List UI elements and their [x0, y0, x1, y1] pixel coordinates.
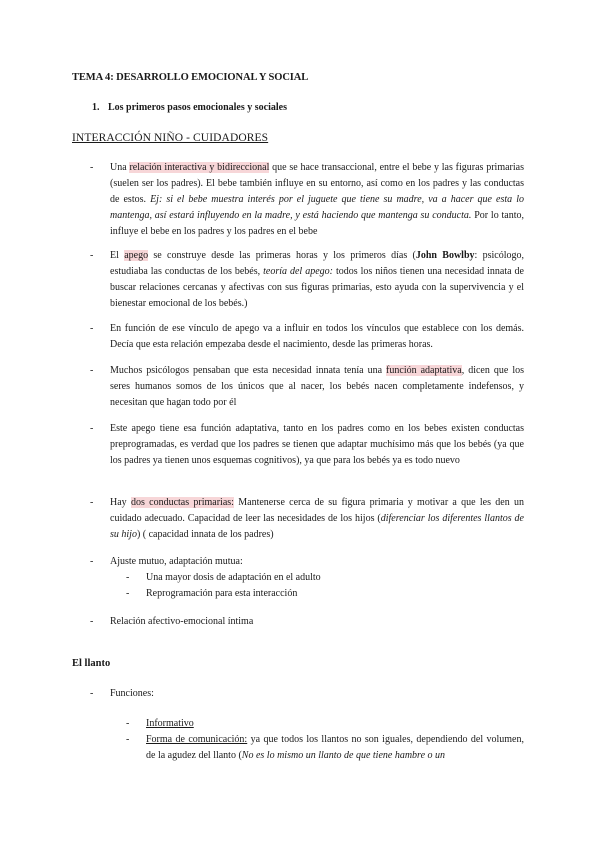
section-label: Los primeros pasos emocionales y sociales	[108, 102, 287, 113]
bullet-relacion-afectiva	[90, 614, 524, 630]
bullet-dash: -	[90, 323, 94, 334]
sub-item	[126, 570, 524, 586]
text: Por lo tanto, influye el bebe en los padres y los padres en el bebe	[110, 210, 525, 237]
sub-dash: -	[126, 734, 130, 745]
bullet-dash: -	[90, 616, 94, 627]
text: Este apego tiene esa función adaptativa, tanto en los padres como en los bebes existen conductas preprogramadas, es verdad que los padres se tienen que adaptar muchísimo más que los bebés (ya que los padres ya tienen unos esquemas cognitivos), ya que para los bebés ya es todo nuevo	[110, 423, 524, 466]
text: todos los niños tienen una necesidad innata de buscar relaciones cercanas y afectivas con sus figuras primarias, esto ayuda con la supervivencia y el bienestar emocional de los bebés.)	[110, 266, 524, 309]
text: Una	[110, 162, 130, 173]
text: que se hace transaccional, entre el bebe y las figuras primarias (suelen ser los padres). El bebe también influye en su entorno, así como en los padres y las conductas de estos.	[110, 162, 524, 205]
bullet-conductas-preprogramadas	[90, 421, 524, 469]
bullet-ajuste-mutuo	[90, 554, 524, 570]
heading-el-llanto: El llanto	[72, 658, 111, 669]
sub-item	[126, 586, 524, 602]
italic-text: diferenciar los diferentes llantos de su hijo	[110, 513, 524, 540]
text: Funciones:	[110, 688, 154, 699]
text: Informativo	[146, 718, 194, 729]
theory-italic: teoría del apego:	[263, 266, 333, 277]
sub-item-informativo	[126, 716, 524, 732]
text: Relación afectivo-emocional íntima	[110, 616, 254, 627]
document-title: TEMA 4: DESARROLLO EMOCIONAL Y SOCIAL	[72, 72, 309, 83]
bullet-dash: -	[90, 556, 94, 567]
text: Mantenerse cerca de su figura primaria y motivar a que les den un cuidado adecuado. Capacidad de leer las necesidades de los hijos (	[110, 497, 524, 524]
sub-dash: -	[126, 572, 130, 583]
section-number: 1.	[92, 102, 100, 113]
bullet-apego	[90, 248, 525, 312]
subheading-interaccion: INTERACCIÓN NIÑO - CUIDADORES	[72, 132, 269, 144]
bullet-dos-conductas	[90, 495, 524, 543]
bullet-dash: -	[90, 162, 94, 173]
text: Una mayor dosis de adaptación en el adulto	[146, 572, 321, 583]
bullet-dash: -	[90, 688, 94, 699]
section-heading	[92, 100, 287, 116]
sub-dash: -	[126, 588, 130, 599]
text: ya que todos los llantos no son iguales, dependiendo del volumen, de la agudez del llanto (	[146, 734, 524, 761]
text: Ajuste mutuo, adaptación mutua:	[110, 556, 243, 567]
highlight-text: relación interactiva y bidireccional	[129, 162, 270, 173]
text: : psicólogo, estudiaba las conductas de los bebés,	[110, 250, 525, 277]
text: Hay	[110, 497, 131, 508]
bullet-relacion-interactiva	[90, 160, 525, 240]
author-name: John Bowlby	[415, 250, 475, 261]
bullet-dash: -	[90, 423, 94, 434]
highlight-text: dos conductas primarias:	[130, 497, 234, 508]
text: Muchos psicólogos pensaban que esta necesidad innata tenía una	[110, 365, 387, 376]
highlight-text: función adaptativa	[386, 365, 462, 376]
text: Reprogramación para esta interacción	[146, 588, 298, 599]
text: ) ( capacidad innata de los padres)	[136, 529, 274, 540]
text: se construye desde las primeras horas y los primeros días (	[148, 250, 416, 261]
bullet-vinculo	[90, 321, 524, 353]
bullet-funcion-adaptativa	[90, 363, 525, 411]
bullet-dash: -	[90, 365, 94, 376]
bullet-dash: -	[90, 250, 94, 261]
text: Forma de comunicación:	[146, 734, 248, 745]
sub-dash: -	[126, 718, 130, 729]
highlight-text: apego	[124, 250, 149, 261]
text: El	[110, 250, 125, 261]
example-italic: Ej: si el bebe muestra interés por el juguete que tiene su madre, va a hacer que esta lo mantenga, así estará influyendo en la madre, y está haciendo que mantenga su conducta.	[110, 194, 524, 221]
italic-text: No es lo mismo un llanto de que tiene hambre o un	[241, 750, 446, 761]
text: , dicen que los seres humanos somos de los únicos que al nacer, los bebés nacen completamente indefensos, y necesitan que hagan todo por él	[110, 365, 525, 408]
sub-item-comunicacion	[126, 732, 524, 764]
text: En función de ese vínculo de apego va a influir en todos los vínculos que establece con los demás. Decía que esta relación empezaba desde el nacimiento, desde las primeras horas.	[110, 323, 524, 350]
bullet-funciones	[90, 686, 524, 702]
bullet-dash: -	[90, 497, 94, 508]
